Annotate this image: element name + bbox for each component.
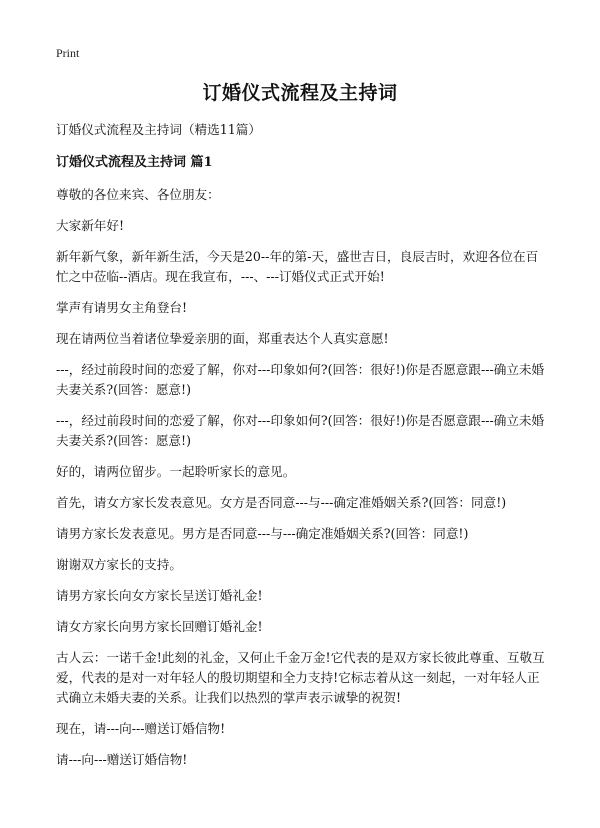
document-body <box>56 120 546 781</box>
paragraph: 尊敬的各位来宾、各位朋友： <box>56 187 220 202</box>
paragraph: 请女方家长向男方家长回赠订婚礼金! <box>56 619 263 634</box>
paragraph: 首先，请女方家长发表意见。女方是否同意---与---确定准婚姻关系?(回答：同意!) <box>56 495 507 510</box>
paragraph: 现在请两位当着诸位挚爱亲朋的面，郑重表达个人真实意愿! <box>56 331 389 346</box>
paragraph: 大家新年好! <box>56 218 125 233</box>
paragraph: ---，经过前段时间的恋爱了解，你对---印象如何?(回答：很好!)你是否愿意跟---确立未婚夫妻关系?(回答：愿意!) <box>56 413 545 448</box>
paragraph: ---，经过前段时间的恋爱了解，你对---印象如何?(回答：很好!)你是否愿意跟---确立未婚夫妻关系?(回答：愿意!) <box>56 362 545 397</box>
paragraph: 古人云：一诺千金!此刻的礼金，又何止千金万金!它代表的是双方家长彼此尊重、互敬互爱，代表的是对一对年轻人的殷切期望和全力支持!它标志着从这一刻起，一对年轻人正式确立未婚夫妻的关系。让我们以热烈的掌声表示诚挚的祝贺! <box>56 650 545 705</box>
paragraph: 掌声有请男女主角登台! <box>56 300 187 315</box>
page-title: 订婚仪式流程及主持词 <box>202 82 398 104</box>
paragraph: 现在，请---向---赠送订婚信物! <box>56 721 226 736</box>
paragraph: 请男方家长向女方家长呈送订婚礼金! <box>56 588 263 603</box>
paragraph: 请---向---赠送订婚信物! <box>56 752 188 767</box>
document-subtitle: 订婚仪式流程及主持词（精选11篇） <box>56 122 261 137</box>
paragraph: 谢谢双方家长的支持。 <box>56 557 182 572</box>
section-heading: 订婚仪式流程及主持词 篇1 <box>56 155 213 170</box>
paragraph: 新年新气象，新年新生活，今天是20--年的第-天，盛世吉日，良辰吉时，欢迎各位在百忙之中莅临--酒店。现在我宣布，---、---订婚仪式正式开始! <box>56 249 539 284</box>
print-link[interactable]: Print <box>56 46 80 60</box>
paragraph: 请男方家长发表意见。男方是否同意---与---确定准婚姻关系?(回答：同意!) <box>56 526 469 541</box>
paragraph: 好的，请两位留步。一起聆听家长的意见。 <box>56 464 296 479</box>
